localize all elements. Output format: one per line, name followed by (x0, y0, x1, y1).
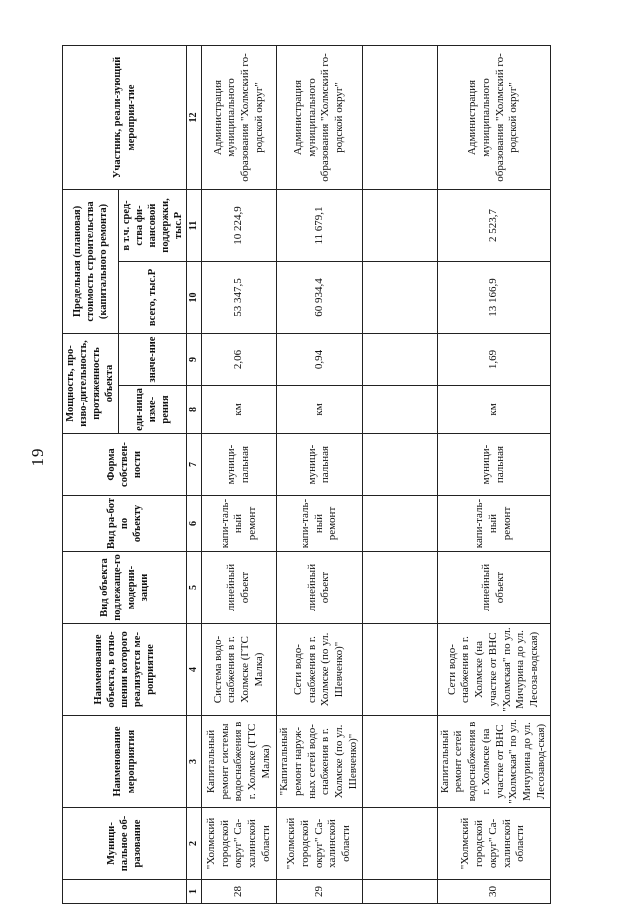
municipality-cell: "Холмский городской округ" Са-халинской области (437, 808, 550, 880)
object-name-cell: Сети водо-снабжения в г. Холмске (по ул. Шевченко)" (277, 624, 363, 716)
header-object-type: Вид объекта подлежаще-го модерни-зации (63, 552, 187, 624)
work-type-cell: капи-таль-ный ремонт (437, 496, 550, 552)
unit-cell: км (437, 386, 550, 434)
header-value: значе-ние (118, 333, 187, 385)
participant-cell: Администрация муниципального образования "Холмский го-родской округ" (277, 45, 363, 189)
participant-cell: Администрация муниципального образования "Холмский го-родской округ" (202, 45, 277, 189)
header-participant: Участник, реали-зующий мероприя-тие (63, 45, 187, 189)
header-unit: еди-ница изме-рения (118, 386, 187, 434)
ownership-cell: муници-пальная (437, 434, 550, 496)
ownership-cell: муници-пальная (277, 434, 363, 496)
work-type-cell: капи-таль-ный ремонт (277, 496, 363, 552)
header-cost: Предельная (плановая) стоимость строительства (капитального ремонта) (63, 189, 119, 333)
column-number: 5 (187, 552, 202, 624)
total-cost-cell: 60 934,4 (277, 261, 363, 333)
projects-table (62, 45, 551, 904)
header-measure: Наименование мероприятия (63, 716, 187, 808)
column-number: 12 (187, 45, 202, 189)
unit-cell: км (277, 386, 363, 434)
header-col-1 (63, 880, 187, 904)
value-cell: 2,06 (202, 333, 277, 385)
column-number: 7 (187, 434, 202, 496)
total-cost-cell: 53 347,5 (202, 261, 277, 333)
column-number: 9 (187, 333, 202, 385)
table-row (277, 45, 363, 903)
object-type-cell: линейный объект (277, 552, 363, 624)
work-type-cell: капи-таль-ный ремонт (202, 496, 277, 552)
header-row-1 (63, 45, 119, 903)
header-municipality: Муници-пальное об-разование (63, 808, 187, 880)
measure-cell: "Капитальный ремонт наруж-ных сетей водо-снабжения в г. Холмске (по ул. Шевченко)" (277, 716, 363, 808)
row-number: 28 (202, 880, 277, 904)
value-cell: 1,69 (437, 333, 550, 385)
object-name-cell: Система водо-снабжения в г. Холмске (ГТС Малка) (202, 624, 277, 716)
header-capacity: Мощность, про-изво-дительность, протяженность объекта (63, 333, 119, 433)
header-support: в т.ч. сред-ства фи-нансовой поддержки, тыс.Р (118, 189, 187, 261)
table-row (437, 45, 550, 903)
column-number: 6 (187, 496, 202, 552)
measure-cell: Капитальный ремонт сетей водоснабжения в г. Холмске (на участке от ВНС "Холмская" по ул. Мичурина до ул. Лесозавод-ская) (437, 716, 550, 808)
column-number: 11 (187, 189, 202, 261)
column-number: 2 (187, 808, 202, 880)
column-number: 10 (187, 261, 202, 333)
support-cost-cell: 2 523,7 (437, 189, 550, 261)
page-number: 19 (28, 447, 47, 467)
header-work-type: Вид ра-бот по объекту (63, 496, 187, 552)
object-name-cell: Сети водо-снабжения в г. Холмске (на участке от ВНС "Холмская" по ул. Мичурина до ул. Лесоза-водская) (437, 624, 550, 716)
column-number: 1 (187, 880, 202, 904)
table-row (202, 45, 277, 903)
column-number: 8 (187, 386, 202, 434)
header-total: всего, тыс.Р (118, 261, 187, 333)
header-ownership: Форма собствен-ности (63, 434, 187, 496)
support-cost-cell: 11 679,1 (277, 189, 363, 261)
column-number: 4 (187, 624, 202, 716)
object-type-cell: линейный объект (202, 552, 277, 624)
unit-cell: км (202, 386, 277, 434)
support-cost-cell: 10 224,9 (202, 189, 277, 261)
ownership-cell: муници-пальная (202, 434, 277, 496)
row-number: 30 (437, 880, 550, 904)
column-number-row (187, 45, 202, 903)
row-number: 29 (277, 880, 363, 904)
municipality-cell: "Холмский городской округ" Са-халинской области (202, 808, 277, 880)
municipality-cell: "Холмский городской округ" Са-халинской области (277, 808, 363, 880)
object-type-cell: линейный объект (437, 552, 550, 624)
value-cell: 0,94 (277, 333, 363, 385)
total-cost-cell: 13 166,9 (437, 261, 550, 333)
participant-cell: Администрация муниципального образования "Холмский го-родской округ" (437, 45, 550, 189)
column-number: 3 (187, 716, 202, 808)
header-object-name: Наименование объекта, в отно-шении которого реализуется ме-роприятие (63, 624, 187, 716)
measure-cell: Капитальный ремонт системы водоснабжения в г. Холмске (ГТС Малка) (202, 716, 277, 808)
spacer-row (362, 45, 437, 903)
